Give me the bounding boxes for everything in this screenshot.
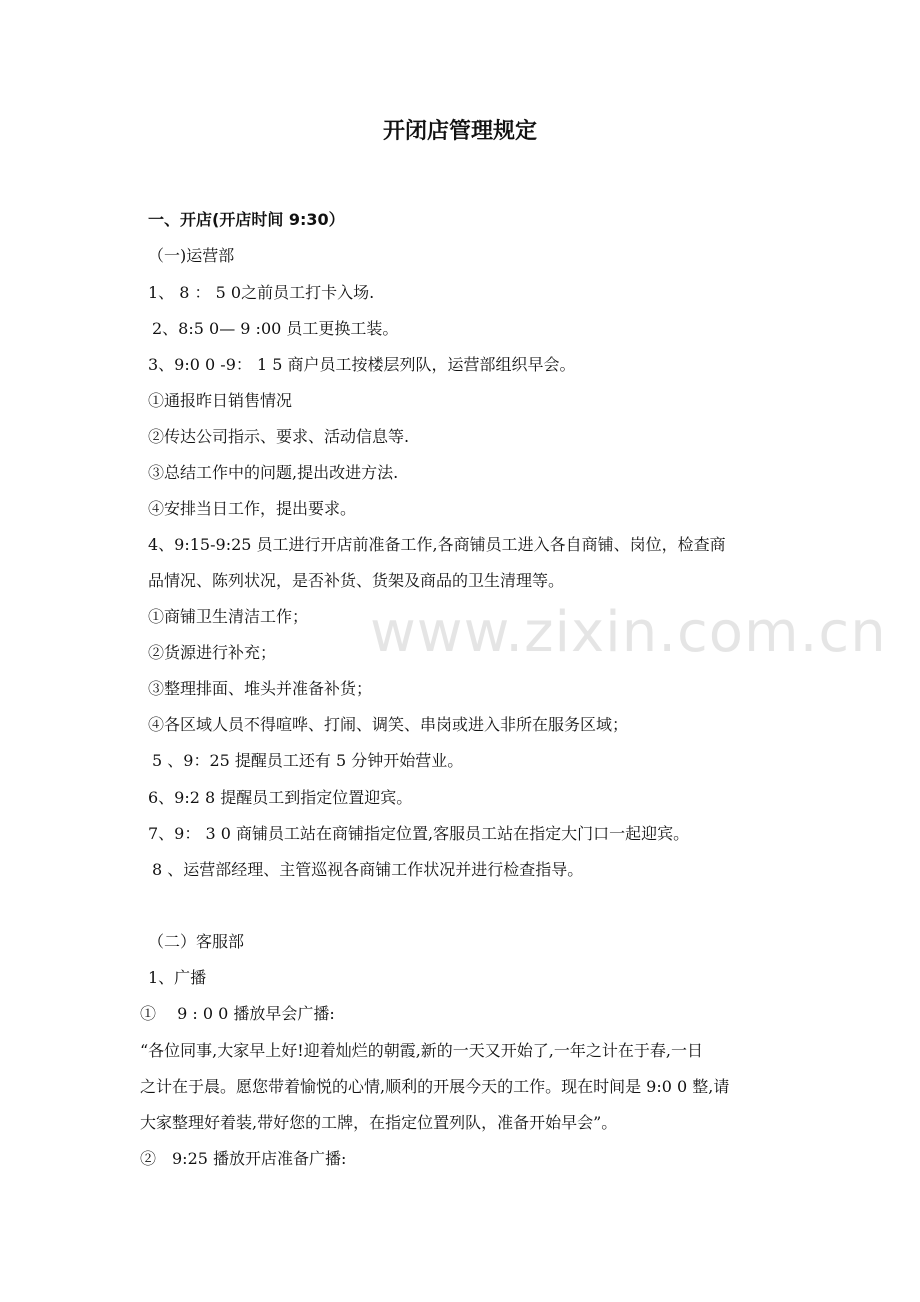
- list-item: ①通报昨日销售情况: [148, 391, 293, 410]
- list-item: ③总结工作中的问题,提出改进方法.: [148, 463, 399, 482]
- subsection-heading: （二）客服部: [148, 932, 245, 951]
- list-item: 2、8:5 0— 9 :00 员工更换工装。: [152, 319, 399, 338]
- section-heading: 一、开店(开店时间 9:30）: [148, 210, 345, 229]
- watermark: www.zixin.com.cn: [370, 600, 887, 665]
- list-item: 4、9:15-9:25 员工进行开店前准备工作,各商铺员工进入各自商铺、岗位，检查商: [148, 535, 726, 554]
- list-item: 1、 8 ： 5 0之前员工打卡入场.: [148, 283, 375, 302]
- quote-line: 之计在于晨。愿您带着愉悦的心情,顺利的开展今天的工作。现在时间是 9:0 0 整,请: [140, 1077, 730, 1096]
- list-item: ②传达公司指示、要求、活动信息等.: [148, 427, 410, 446]
- list-item: ①商铺卫生清洁工作；: [148, 607, 309, 626]
- document-title: 开闭店管理规定: [382, 119, 537, 144]
- list-item: ③整理排面、堆头并准备补货；: [148, 679, 373, 698]
- list-item: ②货源进行补充；: [148, 643, 277, 662]
- list-item-continuation: 品情况、陈列状况，是否补货、货架及商品的卫生清理等。: [148, 571, 565, 590]
- list-item: 8 、运营部经理、主管巡视各商铺工作状况并进行检查指导。: [152, 860, 584, 879]
- list-item: 3、9:0 0 -9： 1 5 商户员工按楼层列队，运营部组织早会。: [148, 355, 576, 374]
- list-item: ④各区域人员不得喧哗、打闹、调笑、串岗或进入非所在服务区域；: [148, 715, 629, 734]
- list-item: ① 9 : 0 0 播放早会广播:: [140, 1004, 335, 1023]
- list-item: 7、9： 3 0 商铺员工站在商铺指定位置,客服员工站在指定大门口一起迎宾。: [148, 824, 690, 843]
- subsection-heading: （一)运营部: [148, 246, 235, 265]
- list-item: ② 9:25 播放开店准备广播:: [140, 1149, 347, 1168]
- list-item: 5 、9：25 提醒员工还有 5 分钟开始营业。: [152, 751, 464, 770]
- quote-line: “各位同事,大家早上好!迎着灿烂的朝霞,新的一天又开始了,一年之计在于春,一日: [140, 1041, 703, 1060]
- list-item: ④安排当日工作，提出要求。: [148, 499, 357, 518]
- quote-line: 大家整理好着装,带好您的工牌，在指定位置列队，准备开始早会”。: [140, 1113, 618, 1132]
- list-item: 1、广播: [148, 968, 207, 987]
- list-item: 6、9:2 8 提醒员工到指定位置迎宾。: [148, 788, 413, 807]
